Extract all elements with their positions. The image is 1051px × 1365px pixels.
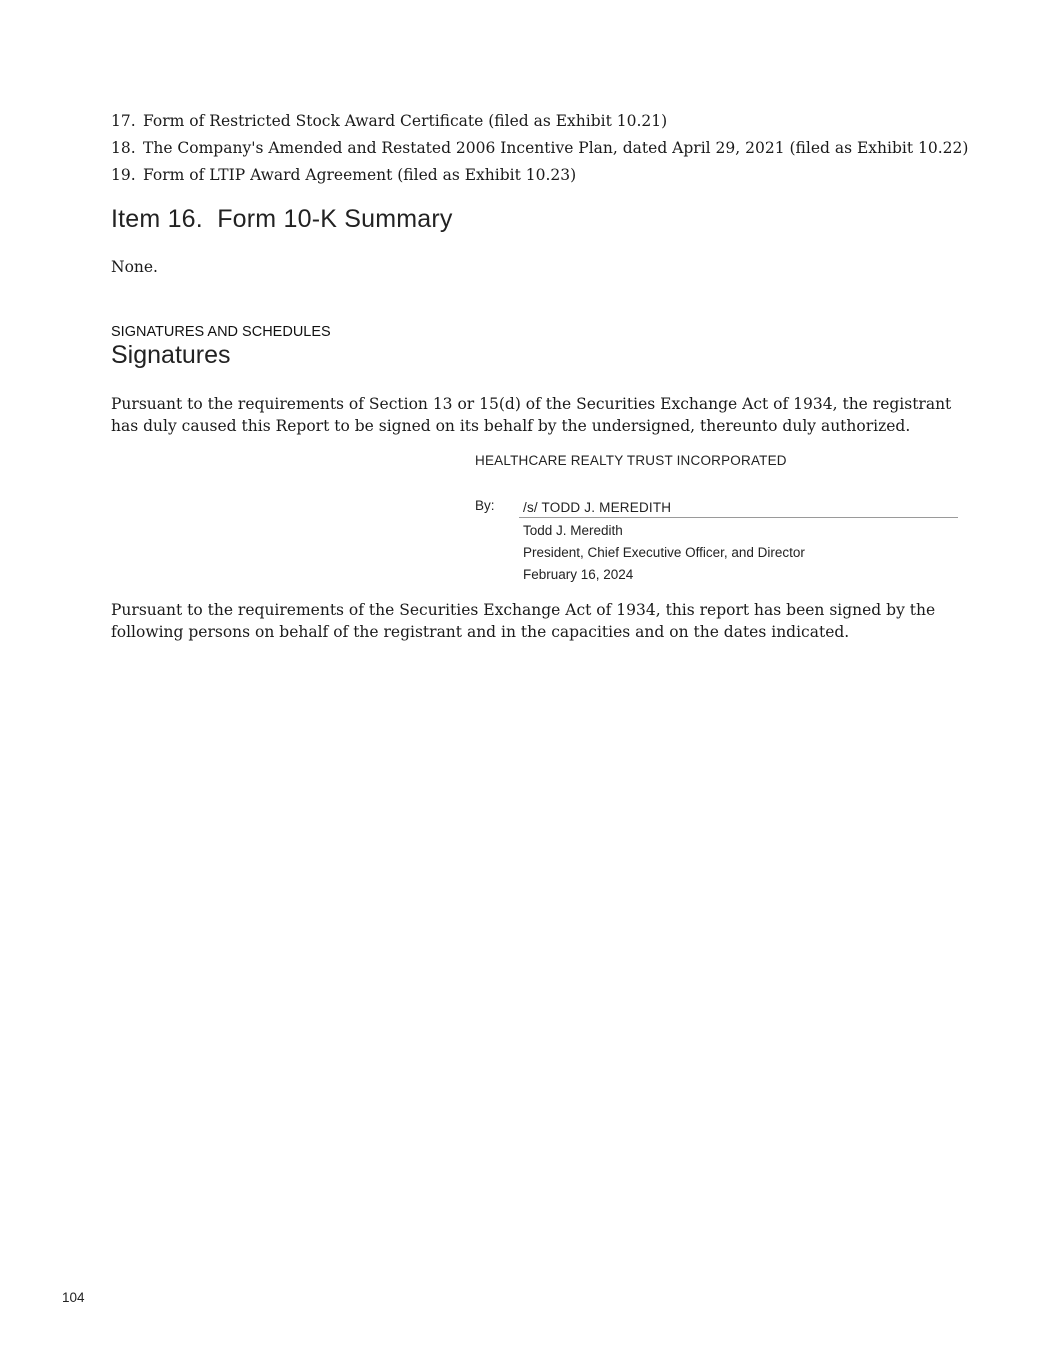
- exhibit-text: The Company's Amended and Restated 2006 Incentive Plan, dated April 29, 2021 (filed as Exhibit 10.22): [143, 139, 969, 157]
- company-name: HEALTHCARE REALTY TRUST INCORPORATED: [475, 453, 787, 468]
- exhibit-text: Form of LTIP Award Agreement (filed as Exhibit 10.23): [143, 166, 577, 184]
- item16-heading: Item 16. Form 10-K Summary: [111, 205, 453, 233]
- exhibit-item-19: [111, 162, 971, 189]
- signature-paragraph-1: Pursuant to the requirements of Section 13 or 15(d) of the Securities Exchange Act of 1934, the registrant has duly caused this Report to be signed on its behalf by the undersigned, thereunto duly authorized.: [111, 395, 952, 435]
- section-label: SIGNATURES AND SCHEDULES: [111, 324, 331, 340]
- exhibit-number: 17.: [111, 112, 136, 130]
- item16-body: None.: [111, 258, 158, 276]
- exhibit-number: 19.: [111, 166, 136, 184]
- signature-paragraph-2: Pursuant to the requirements of the Securities Exchange Act of 1934, this report has been signed by the following persons on behalf of the registrant and in the capacities and on the dates indicated.: [111, 601, 936, 641]
- exhibit-item-17: [111, 108, 971, 135]
- exhibit-list: [111, 108, 971, 189]
- exhibit-item-18: [111, 135, 971, 162]
- signature-value: /s/ TODD J. MEREDITH: [523, 500, 672, 515]
- signatures-heading: Signatures: [111, 341, 231, 369]
- signer-title: President, Chief Executive Officer, and Director: [523, 545, 805, 560]
- page-number: 104: [62, 1290, 85, 1305]
- exhibit-number: 18.: [111, 139, 136, 157]
- exhibit-text: Form of Restricted Stock Award Certificate (filed as Exhibit 10.21): [143, 112, 668, 130]
- signature-line: [519, 499, 958, 518]
- signer-name: Todd J. Meredith: [523, 523, 623, 538]
- signed-date: February 16, 2024: [523, 567, 634, 582]
- by-label: By:: [475, 498, 495, 513]
- signer-details: [523, 520, 805, 586]
